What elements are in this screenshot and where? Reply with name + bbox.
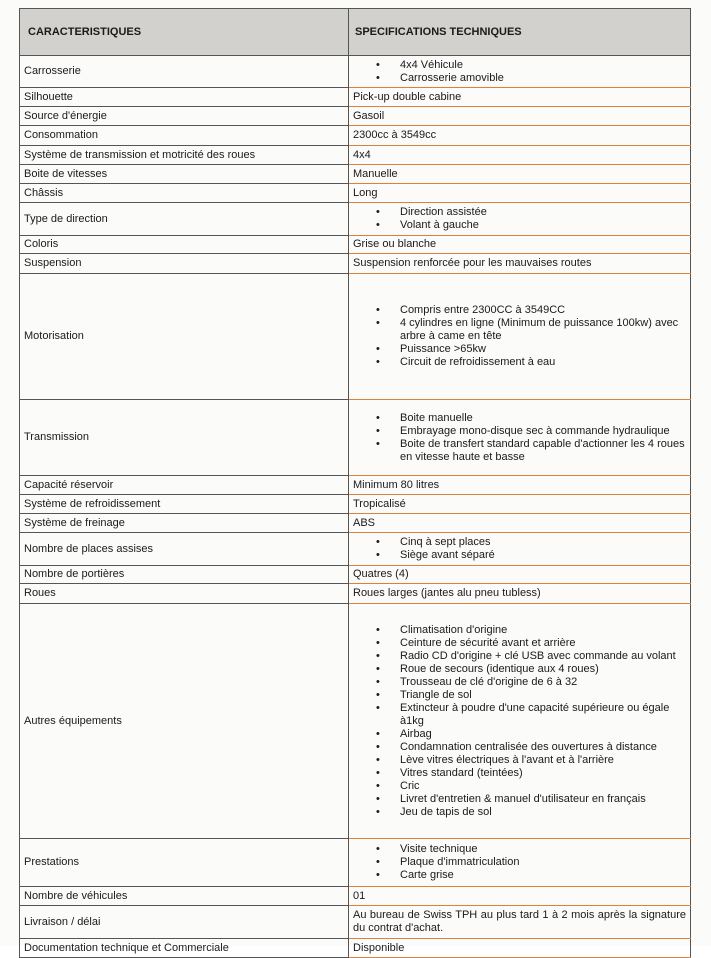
list-item: • Boite manuelle <box>400 412 686 425</box>
table-row <box>20 906 691 939</box>
list-item: • Puissance >65kw <box>400 343 686 356</box>
table-row <box>20 400 691 476</box>
bullet-list <box>353 59 686 85</box>
row-value: 4x4 <box>353 148 371 161</box>
list-item: • Cric <box>400 780 686 793</box>
row-value-cell <box>349 906 691 939</box>
row-value-cell <box>349 184 691 203</box>
row-value: Pick-up double cabine <box>353 90 462 103</box>
row-label: Prestations <box>20 839 349 887</box>
bullet-list <box>353 206 686 232</box>
row-value-cell <box>349 88 691 107</box>
bullet-list <box>353 536 686 562</box>
table-row <box>20 566 691 584</box>
row-value-cell <box>349 126 691 146</box>
row-value: 2300cc à 3549cc <box>353 129 437 141</box>
row-value: Disponible <box>353 941 405 954</box>
row-value: Quatres (4) <box>353 568 409 580</box>
row-label: Type de direction <box>20 203 349 236</box>
list-item: • Livret d'entretien & manuel d'utilisateur en français <box>400 793 686 806</box>
row-value-cell <box>349 107 691 126</box>
list-item: • Carrosserie amovible <box>400 72 686 85</box>
row-value-cell <box>349 203 691 236</box>
table-row <box>20 107 691 126</box>
table-body <box>20 56 691 958</box>
list-item: • 4 cylindres en ligne (Minimum de puissance 100kw) avec arbre à came en tête <box>400 317 686 343</box>
list-item: • Trousseau de clé d'origine de 6 à 32 <box>400 676 686 689</box>
bullet-list <box>353 304 686 369</box>
row-label: Consommation <box>20 126 349 146</box>
row-label: Système de freinage <box>20 514 349 533</box>
row-value: Manuelle <box>353 167 398 180</box>
row-value-cell <box>349 146 691 165</box>
table-row <box>20 146 691 165</box>
table-row <box>20 839 691 887</box>
table-header-row <box>20 9 691 56</box>
list-item: • Triangle de sol <box>400 689 686 702</box>
list-item: • Extincteur à poudre d'une capacité supérieure ou égale à1kg <box>400 702 686 728</box>
list-item: • Embrayage mono-disque sec à commande hydraulique <box>400 425 686 438</box>
table-row <box>20 495 691 514</box>
row-value: Au bureau de Swiss TPH au plus tard 1 à 2 mois après la signature du contrat d'achat. <box>353 909 686 934</box>
row-value: Long <box>353 186 378 199</box>
row-value-cell <box>349 939 691 958</box>
row-label: Documentation technique et Commerciale <box>20 939 349 958</box>
list-item: • Boite de transfert standard capable d'actionner les 4 roues en vitesse haute et basse <box>400 438 686 464</box>
table-row <box>20 56 691 88</box>
table-row <box>20 514 691 533</box>
table-row <box>20 165 691 184</box>
row-label: Nombre de véhicules <box>20 887 349 906</box>
row-label: Coloris <box>20 236 349 254</box>
list-item: • Carte grise <box>400 869 686 882</box>
list-item: • Ceinture de sécurité avant et arrière <box>400 637 686 650</box>
row-value-cell <box>349 887 691 906</box>
row-label: Nombre de portières <box>20 566 349 584</box>
row-value-cell <box>349 476 691 495</box>
list-item: • Cinq à sept places <box>400 536 686 549</box>
row-label: Suspension <box>20 254 349 274</box>
list-item: • Lève vitres électriques à l'avant et à l'arrière <box>400 754 686 767</box>
table-row <box>20 274 691 400</box>
row-value: Gasoil <box>353 109 385 122</box>
table-row <box>20 254 691 274</box>
row-value-cell <box>349 514 691 533</box>
row-value: 01 <box>353 889 366 902</box>
table-row <box>20 604 691 839</box>
row-value-cell <box>349 584 691 604</box>
row-label: Motorisation <box>20 274 349 400</box>
list-item: • Direction assistée <box>400 206 686 219</box>
spec-table <box>19 8 691 958</box>
list-item: • Radio CD d'origine + clé USB avec commande au volant <box>400 650 686 663</box>
row-label: Châssis <box>20 184 349 203</box>
table-row <box>20 236 691 254</box>
row-label: Système de refroidissement <box>20 495 349 514</box>
table-row <box>20 184 691 203</box>
row-value-cell <box>349 274 691 400</box>
list-item: • Airbag <box>400 728 686 741</box>
table-row <box>20 476 691 495</box>
row-value: ABS <box>353 516 376 529</box>
row-value: Minimum 80 litres <box>353 478 440 491</box>
row-value-cell <box>349 533 691 566</box>
table-row <box>20 126 691 146</box>
list-item: • Condamnation centralisée des ouvertures à distance <box>400 741 686 754</box>
list-item: • Vitres standard (teintées) <box>400 767 686 780</box>
list-item: • Jeu de tapis de sol <box>400 806 686 819</box>
row-label: Nombre de places assises <box>20 533 349 566</box>
header-specifications: SPECIFICATIONS TECHNIQUES <box>349 9 691 56</box>
row-value: Grise ou blanche <box>353 238 437 250</box>
list-item: • Circuit de refroidissement à eau <box>400 356 686 369</box>
row-label: Boite de vitesses <box>20 165 349 184</box>
row-value-cell <box>349 254 691 274</box>
row-label: Silhouette <box>20 88 349 107</box>
list-item: • 4x4 Véhicule <box>400 59 686 72</box>
list-item: • Visite technique <box>400 843 686 856</box>
table-row <box>20 584 691 604</box>
row-label: Transmission <box>20 400 349 476</box>
list-item: • Volant à gauche <box>400 219 686 232</box>
row-value-cell <box>349 236 691 254</box>
row-label: Source d'énergie <box>20 107 349 126</box>
bullet-list <box>353 843 686 882</box>
row-label: Livraison / délai <box>20 906 349 939</box>
row-value: Suspension renforcée pour les mauvaises routes <box>353 257 592 269</box>
table-row <box>20 88 691 107</box>
table-row <box>20 939 691 958</box>
list-item: • Climatisation d'origine <box>400 624 686 637</box>
row-value-cell <box>349 56 691 88</box>
row-label: Autres équipements <box>20 604 349 839</box>
header-caracteristiques: CARACTERISTIQUES <box>20 9 349 56</box>
row-value-cell <box>349 400 691 476</box>
table-row <box>20 887 691 906</box>
row-value-cell <box>349 495 691 514</box>
row-label: Roues <box>20 584 349 604</box>
row-label: Capacité réservoir <box>20 476 349 495</box>
row-value: Tropicalisé <box>353 497 406 510</box>
list-item: • Plaque d'immatriculation <box>400 856 686 869</box>
row-label: Carrosserie <box>20 56 349 88</box>
row-label: Système de transmission et motricité des roues <box>20 146 349 165</box>
list-item: • Siège avant séparé <box>400 549 686 562</box>
table-row <box>20 533 691 566</box>
list-item: • Roue de secours (identique aux 4 roues) <box>400 663 686 676</box>
row-value-cell <box>349 604 691 839</box>
bullet-list <box>353 624 686 819</box>
row-value: Roues larges (jantes alu pneu tubless) <box>353 587 541 599</box>
bullet-list <box>353 412 686 464</box>
row-value-cell <box>349 839 691 887</box>
table-row <box>20 203 691 236</box>
list-item: • Compris entre 2300CC à 3549CC <box>400 304 686 317</box>
row-value-cell <box>349 165 691 184</box>
row-value-cell <box>349 566 691 584</box>
